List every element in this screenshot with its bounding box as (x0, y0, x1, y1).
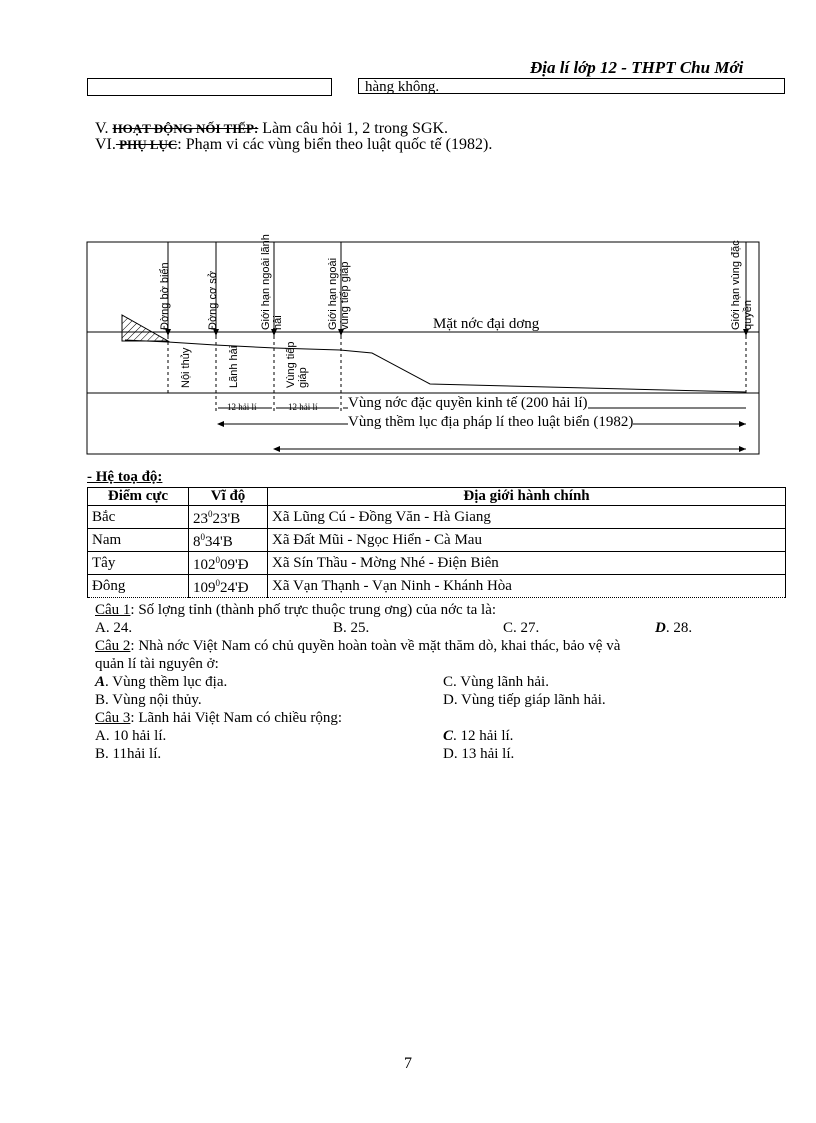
cell-admin: Xã Lũng Cú - Đồng Văn - Hà Giang (268, 506, 786, 529)
cell-admin: Xã Sín Thầu - Mờng Nhé - Điện Biên (268, 552, 786, 575)
q3-option-a: A. 10 hải lí. (95, 728, 167, 744)
top-box-text: hàng không. (358, 78, 785, 94)
label-distance-b: 12 hải lí (288, 402, 318, 412)
cell-point: Tây (88, 552, 189, 575)
q2-option-d: D. Vùng tiếp giáp lãnh hải. (443, 692, 606, 708)
zone-territorial-sea: Lãnh hải (228, 345, 240, 388)
q3-text: : Lãnh hải Việt Nam có chiều rộng: (130, 710, 343, 726)
table-row (88, 552, 786, 575)
q1-option-a: A. 24. (95, 620, 133, 636)
q2-text-cont: quản lí tài nguyên ở: (95, 656, 219, 672)
q2-option-c: C. Vùng lãnh hải. (443, 674, 549, 690)
label-eez: Vùng nớc đặc quyền kinh tế (200 hải lí) (348, 395, 588, 411)
question-1 (95, 602, 496, 619)
table-row (88, 575, 786, 598)
q2-option-b: B. Vùng nội thủy. (95, 692, 202, 708)
coords-heading: - Hệ toạ độ: (87, 469, 163, 485)
page-header-title: Địa lí lớp 12 - THPT Chu Mới (530, 58, 744, 77)
page-number: 7 (404, 1055, 412, 1072)
zone-internal-waters: Nội thủy (180, 347, 192, 388)
question-2 (95, 638, 620, 655)
label-contiguous-limit: Giới hạn ngoài vùng tiếp giáp (327, 257, 351, 330)
col-point: Điểm cực (88, 488, 189, 506)
label-territorial-limit: Giới hạn ngoài lãnh hải (260, 234, 284, 330)
question-3 (95, 710, 342, 727)
col-admin: Địa giới hành chính (268, 488, 786, 506)
q1-option-c: C. 27. (503, 620, 540, 636)
section-vi-text: : Phạm vi các vùng biển theo luật quốc tế (1982). (177, 136, 493, 153)
section-vi-label: VI. (95, 136, 116, 153)
seabed-profile (125, 340, 746, 392)
cell-latitude: $23^023'B$ (189, 506, 268, 529)
zone-contiguous: Vùng tiếp giáp (285, 341, 309, 388)
cell-point: Bắc (88, 506, 189, 529)
section-v-heading: HOẠT ĐỘNG NỐI TIẾP: (112, 121, 259, 136)
label-eez-limit: Giới hạn vùng đặc quyền (730, 240, 754, 330)
q3-option-c: C. 12 hải lí. (443, 728, 514, 744)
label-continental-shelf: Vùng thềm lục địa pháp lí theo luật biển (1982) (348, 414, 634, 430)
q3-option-b: B. 11hải lí. (95, 746, 162, 762)
q1-label: Câu 1 (95, 602, 131, 618)
cell-admin: Xã Vạn Thạnh - Vạn Ninh - Khánh Hòa (268, 575, 786, 598)
q2-text: : Nhà nớc Việt Nam có chủ quyền hoàn toàn về mặt thăm dò, khai thác, bảo vệ và (130, 638, 621, 654)
col-latitude: Vĩ độ (189, 488, 268, 506)
cell-admin: Xã Đất Mũi - Ngọc Hiển - Cà Mau (268, 529, 786, 552)
q2-option-a: A. Vùng thềm lục địa. (95, 674, 228, 690)
section-vi-heading: PHỤ LỤC (115, 137, 178, 152)
q1-option-b: B. 25. (333, 620, 370, 636)
cell-latitude: $8^034'B$ (189, 529, 268, 552)
coords-header-row (88, 488, 786, 506)
coords-table (87, 487, 786, 598)
label-ocean-surface: Mặt nớc đại dơng (433, 316, 540, 332)
q3-label: Câu 3 (95, 710, 131, 726)
q1-text: : Số lợng tỉnh (thành phố trực thuộc trung ơng) của nớc ta là: (130, 602, 497, 618)
q1-option-d: D. 28. (655, 620, 693, 636)
q2-label: Câu 2 (95, 638, 131, 654)
cell-latitude: $102^009'Đ$ (189, 552, 268, 575)
label-baseline: Đờng cơ sở (207, 271, 219, 330)
cell-latitude: $109^024'Đ$ (189, 575, 268, 598)
label-distance-a: 12 hải lí (227, 402, 257, 412)
table-row (88, 529, 786, 552)
table-row (88, 506, 786, 529)
section-v-label: V. (95, 120, 109, 137)
cell-point: Nam (88, 529, 189, 552)
q3-option-d: D. 13 hải lí. (443, 746, 515, 762)
label-coastline: Đờng bờ biển (159, 262, 171, 330)
cell-point: Đông (88, 575, 189, 598)
section-v-text: Làm câu hỏi 1, 2 trong SGK. (262, 120, 449, 137)
